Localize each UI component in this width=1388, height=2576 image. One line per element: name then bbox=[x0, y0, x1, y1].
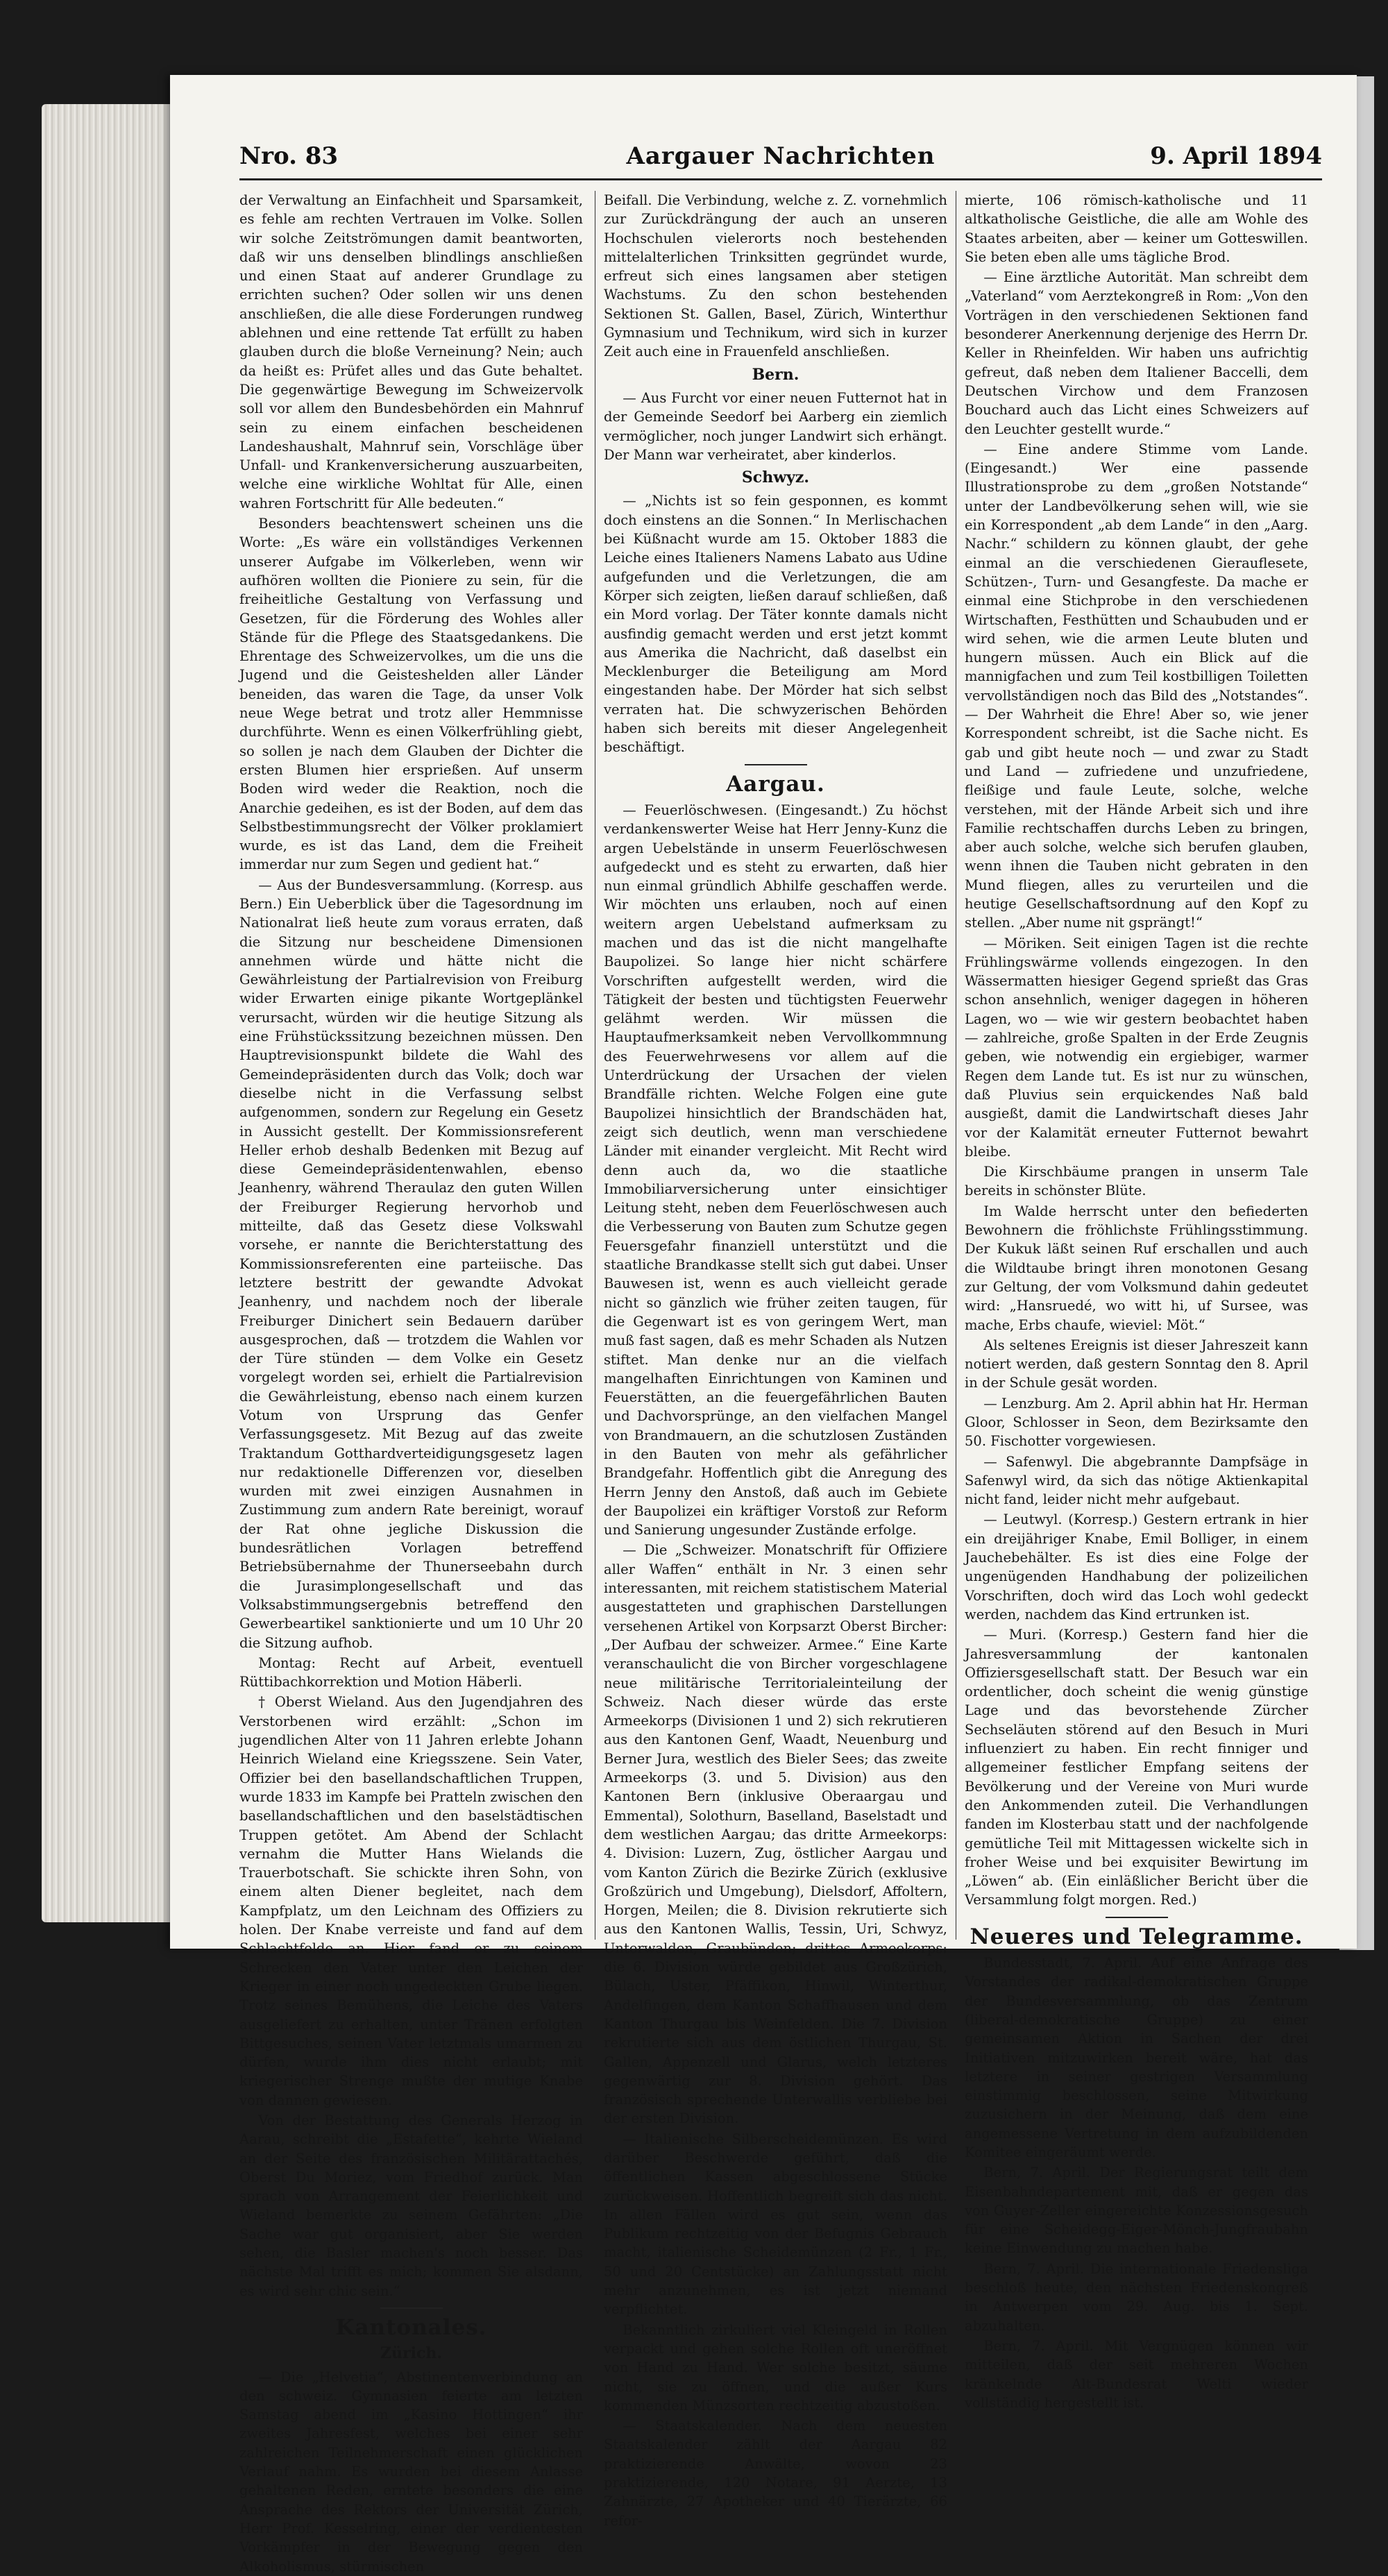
issue-number: Nro. 83 bbox=[239, 142, 339, 170]
article-paragraph: Montag: Recht auf Arbeit, eventuell Rüttibachkorrektion und Motion Häberli. bbox=[239, 1654, 583, 1690]
article-paragraph: — Feuerlöschwesen. (Eingesandt.) Zu höchst verdankenswerter Weise hat Herr Jenny-Kunz die argen Uebelstände in unserm Feuerlöschwesen aufgedeckt und es steht zu erwarten, daß hier nun einmal gründlich Abhilfe geschaffen werde. Wir möchten uns erlauben, noch auf einen weitern argen Uebelstand aufmerksam zu machen und das ist die nicht mangelhafte Baupolizei. So lange hier nicht schärfere Vorschriften aufgestellt werden, wird die Tätigkeit der besten und tüchtigsten Feuerwehr gelähmt werden. Wir müssen die Hauptaufmerksamkeit neben Vervollkommnung des Feuerwehrwesens vor allem auf die Unterdrückung der Ursachen der vielen Brandfälle richten. Welche Folgen eine gute Baupolizei hinsichtlich der Brandschäden hat, zeigt sich deutlich, wenn man verschiedene Länder mit einander vergleicht. Mit Recht wird denn auch da, wo die staatliche Immobiliarversicherung unter einsichtiger Leitung steht, neben dem Feuerlöschwesen auch die Verbesserung von Bauten zum Schutze gegen Feuersgefahr finanziell unterstützt und die staatliche Brandkasse stellt sich gut dabei. Unser Bauwesen ist, wenn es auch vielleicht gerade nicht so gänzlich wie früher zeiten taugen, für die Gegenwart ist es von geringem Wert, man muß fast sagen, daß es mehr Schaden als Nutzen stiftet. Man denke nur an die vielfach mangelhaften Einrichtungen von Kaminen und Feuerstätten, an die feuergefährlichen Bauten und Dachvorsprünge, an den vielfachen Mangel von Brandmauern, an die schutzlosen Zuständen in den Bauten von mehr als gefährlicher Brandgefahr. Hoffentlich gibt die Anregung des Herrn Jenny den Anstoß, daß auch im Gebiete der Baupolizei ein kräftiger Vorstoß zur Reform und Sanierung ungesunder Zustände erfolge. bbox=[604, 802, 947, 1539]
article-paragraph: — Eine andere Stimme vom Lande. (Eingesandt.) Wer eine passende Illustrationsprobe zu dem „großen Notstande“ unter der Landbevölkerung sehen will, wie sie ein Korrespondent „ab dem Lande“ in den „Aarg. Nachr.“ schildern zu können glaubt, der gehe einmal an die verschiedenen Gierauflesete, Schützen-, Turn- und Gesangfeste. Da mache er einmal eine Stichprobe in den verschiedenen Wirtschaften, Festhütten und Schaubuden und er wird sehen, wie die armen Leute bluten und hungern müssen. Auch ein Blick auf die mannigfachen und zum Teil kostbilligen Toiletten vervollständigen noch das Bild des „Notstandes“. — Der Wahrheit die Ehre! Aber so, wie jener Korrespondent schreibt, ist die Sache nicht. Es gab und gibt heute noch — und zwar zu Stadt und Land — zufriedene und unzufriedene, fleißige und faule Leute, solche, welche verstehen, mit der Hände Arbeit sich und ihre Familie rechtschaffen durchs Leben zu bringen, aber auch solche, welche sich berufen glauben, wenn ihnen die Tauben nicht gebraten in den Mund fliegen, alles zu verurteilen und die heutige Gesellschaftsordnung auf den Kopf zu stellen. „Aber nume nit gsprängt!“ bbox=[965, 441, 1308, 931]
article-paragraph: — Die „Helvetia“, Abstinentenverbindung an den schweiz. Gymnasien feierte am letzten Samstag abend im „Kasino Hottingen“ ihr zweites Jahresfest, welches bei einer sehr zahlreichen Teilnehmerschaft einen glücklichen Verlauf nahm. Es wurden bei diesem Anlasse gehaltenen Reden, erntete besonders die eine Ansprache des Rektors der Universität Zürich, Herr Prof. Kesselring, einer der verdientesten Vorkämpfer in der Bewegung gegen den Alkoholismus, stürmischen bbox=[239, 2369, 583, 2575]
column-3 bbox=[965, 191, 1308, 2411]
article-paragraph: — Leutwyl. (Korresp.) Gestern ertrank in hier ein dreijähriger Knabe, Emil Bolliger, in einem Jauchebehälter. Es ist dies eine Folge der ungenügenden Handhabung der polizeilichen Vorschriften, doch wird das Loch wohl gedeckt werden, nachdem das Kind ertrunken ist. bbox=[965, 1511, 1308, 1622]
article-paragraph: — Staatskalender. Nach dem neuesten Staatskalender zählt der Aargau 82 praktizierende Anwälte, wovon 23 praktizierende, 120 Notare, 91 Aerzte, 13 Zahnärzte, 27 Apotheker und 40 Tierärzte, 66 refor- bbox=[604, 2418, 947, 2529]
section-heading: Kantonales. bbox=[335, 2314, 487, 2340]
article-paragraph: Bekanntlich zirkuliert viel Kleingeld in Rollen verpackt und gehen solche Rollen oft uneröffnet von Hand zu Hand. Wer solche besitzt, säume nicht, sie zu öffnen, und die außer Kurs kommenden Münzsorten rechtzeitig abzustoßen. bbox=[604, 2321, 947, 2414]
article-paragraph: — Möriken. Seit einigen Tagen ist die rechte Frühlingswärme vollends eingezogen. In den Wässermatten hiesiger Gegend sprießt das Gras schon ansehnlich, weniger dagegen in höheren Lagen, wo — wie wir gestern beobachtet haben — zahlreiche, große Spalten in der Erde Zeugnis geben, wie notwendig ein ergiebiger, warmer Regen dem Lande tut. Es ist nur zu wünschen, daß Pluvius sein erquickendes Naß bald ausgießt, damit die Landwirtschaft dieses Jahr vor der Kalamität erneuter Futternot bewahrt bleibe. bbox=[965, 935, 1308, 1160]
article-paragraph: Bern, 7. April. Mit Vergnügen können wir mitteilen, daß der seit mehreren Wochen kränkelnde Alt-Bundesrat Welti wieder vollständig hergestellt ist. bbox=[965, 2337, 1308, 2411]
separator-rule bbox=[1106, 1917, 1168, 1918]
newspaper-title: Aargauer Nachrichten bbox=[626, 142, 936, 170]
article-paragraph: Von der Bestattung des Generals Herzog in Aarau, schreibt die „Estafette“, kehrte Wieland an der Seite des französischen Militärattachés, Oberst Du Moriez, vom Friedhof zurück. Man sprach von Arrangement der Feierlichkeit und Wieland bemerkte zu seinem Gefährten: „Die Sache war gut organisiert, aber Sie werden sehen, die Basler machen's noch besser. Das nächste Mal trifft es mich; kommen Sie alsdann, es wird sehr chic sein.“ bbox=[239, 2112, 583, 2299]
article-paragraph: Bundesstadt, 7. April. Auf eine Anfrage des Vorstandes der radikal-demokratischen Gruppe der Bundesversammlung, ob das Zentrum (liberal-demokratische Gruppe) zu einer gemeinsamen Aktion in Sachen der drei Initiativen mitzuwirken bereit wäre, hat das letztere in seiner gestrigen Versammlung einstimmig beschlossen, seine Mitwirkung zuzusichern in der Meinung, daß dem eine angemessene Vertretung in dem aufzubildenden Komitee eingeräumt werde. bbox=[965, 1955, 1308, 2160]
article-paragraph: † Oberst Wieland. Aus den Jugendjahren des Verstorbenen wird erzählt: „Schon im jugendlichen Alter von 11 Jahren erlebte Johann Heinrich Wieland eine Kriegsszene. Sein Vater, Offizier bei den basellandschaftlichen Truppen, wurde 1833 im Kampfe bei Pratteln zwischen den basellandschaftlichen und den baselstädtischen Truppen getötet. Am Abend der Schlacht vernahm die Mutter Hans Wielands die Trauerbotschaft. Sie schickte ihren Sohn, von einem alten Diener begleitet, nach dem Kampfplatz, um den Leichnam des Offiziers zu holen. Der Knabe verreiste und fand auf dem Schlachtfelde an. Hier fand er zu seinem Schrecken den Vater unter den Leichen der Krieger in einer noch ungedeckten Grube liegen. Trotz seines Bemühens, die Leiche des Vaters ausgeliefert zu erhalten, unter Tränen erfolgten Bittgesuches, seinen Vater letztmals umarmen zu dürfen, wurde ihm dies nicht erlaubt; mit kriegerischer Strenge mußte der mutige Knabe von dannen gewiesen. bbox=[239, 1694, 583, 2108]
article-paragraph: Beifall. Die Verbindung, welche z. Z. vornehmlich zur Zurückdrängung der auch an unseren Hochschulen vielerorts noch bestehenden mittelalterlichen Trinksitten gegründet wurde, erfreut sich eines langsamen aber stetigen Wachstums. Zu den schon bestehenden Sektionen St. Gallen, Basel, Zürich, Winterthur Gymnasium und Technikum, wird sich in kurzer Zeit auch eine in Frauenfeld anschließen. bbox=[604, 192, 947, 360]
article-paragraph: Bern, 7. April. Der Regierungsrat teilt dem Eisenbahndepartement mit, daß er gegen das von Guyer-Zeller eingereichte Konzessionsgesuch für eine Scheidegg-Eiger-Mönch-Jungfraubahn keine Einwendung zu machen habe. bbox=[965, 2164, 1308, 2257]
subsection-heading: Schwyz. bbox=[741, 468, 810, 487]
article-paragraph: Als seltenes Ereignis ist dieser Jahreszeit kann notiert werden, daß gestern Sonntag den 8. April in der Schule gesät worden. bbox=[965, 1337, 1308, 1391]
article-paragraph: — Italienische Silberscheidemünzen. Es wird darüber Beschwerde geführt, daß die öffentlichen Kassen abgeschlossene Stücke zurückweisen. Hoffentlich begreift sich das nicht. In allen Fällen wird es gut sein, wenn das Publikum rechtzeitig von der Befugnis Gebrauch macht, italienische Scheidemünzen (2 Fr., 1 Fr., 50 und 20 Centstücke) an Zahlungsstatt nicht mehr anzunehmen, es ist jetzt niemand verpflichtet. bbox=[604, 2130, 947, 2318]
article-paragraph: Im Walde herrscht unter den befiederten Bewohnern die fröhlichste Frühlingsstimmung. Der Kukuk läßt seinen Ruf erschallen und auch die Wildtaube bringt ihren monotonen Gesang zur Geltung, der vom Volksmund dahin gedeutet wird: „Hansruedé, wo witt hi, uf Sursee, was mache, Erbs chaufe, wieviel: Möt.“ bbox=[965, 1203, 1308, 1333]
article-paragraph: — Aus der Bundesversammlung. (Korresp. aus Bern.) Ein Ueberblick über die Tagesordnung im Nationalrat ließ heute zum voraus erraten, daß die Sitzung nur bescheidene Dimensionen annehmen würde und hätte nicht die Gewährleistung der Partialrevision von Freiburg wider Erwarten einige pikante Wortgeplänkel verursacht, würden wir die heutige Sitzung als eine Frühstückssitzung bezeichnen müssen. Den Hauptrevisionspunkt bildete die Wahl des Gemeindepräsidenten durch das Volk; doch war dieselbe nicht in die Verfassung selbst aufgenommen, sondern zur Regelung ein Gesetz in Aussicht gestellt. Der Kommissionsreferent Heller erhob deshalb Bedenken mit Bezug auf diese Gemeindepräsidentenwahlen, ebenso Jeanhenry, während Theraulaz den guten Willen der Freiburger Regierung hervorhob und mitteilte, daß das Gesetz diese Volkswahl vorsehe, er nannte die Berichterstattung des Kommissionsreferenten eine parteiische. Das letztere bestritt der gewandte Advokat Jeanhenry, und nachdem noch der liberale Freiburger Dinichert sein Bedauern darüber ausgesprochen, daß — trotzdem die Wahlen vor der Türe stünden — dem Volke ein Gesetz vorgelegt worden sei, erhielt die Partialrevision die Gewährleistung, ebenso nach einem kurzen Votum von Ursprung das Genfer Verfassungsgesetz. Mit Bezug auf das zweite Traktandum Gotthardverteidigungsgesetz lagen nur redaktionelle Differenzen vor, dieselben wurden mit zwei einzigen Ausnahmen in Zustimmung zum andern Rate bereinigt, worauf der Rat ohne jegliche Diskussion die bundesrätlichen Vorlagen betreffend Betriebsübernahme der Thunerseebahn durch die Jurasimplongesellschaft und das Volksabstimmungsergebnis betreffend den Gewerbeartikel sanktionierte und um 10 Uhr 20 die Sitzung aufhob. bbox=[239, 876, 583, 1651]
article-paragraph: — Lenzburg. Am 2. April abhin hat Hr. Herman Gloor, Schlosser in Seon, dem Bezirksamte den 50. Fischotter vorgewiesen. bbox=[965, 1395, 1308, 1450]
subsection-heading: Zürich. bbox=[380, 2344, 443, 2363]
separator-rule bbox=[745, 764, 807, 765]
issue-date: 9. April 1894 bbox=[1150, 142, 1322, 170]
separator-rule bbox=[380, 2307, 443, 2309]
article-paragraph: — Safenwyl. Die abgebrannte Dampfsäge in Safenwyl wird, da sich das nötige Aktienkapital nicht fand, leider nicht mehr aufgebaut. bbox=[965, 1453, 1308, 1508]
article-paragraph: — Muri. (Korresp.) Gestern fand hier die Jahresversammlung der kantonalen Offiziersgesellschaft statt. Der Besuch war ein ordentlicher, doch scheint die wenig günstige Lage und das bevorstehende Zürcher Sechseläuten störend auf den Besuch in Muri influenziert zu haben. Ein recht finniger und allgemeiner festlicher Empfang seitens der Bevölkerung und der Vereine von Muri wurde den Ankommenden zuteil. Die Verhandlungen fanden im Klosterbau statt und der nachfolgende gemütliche Teil mit Mittagessen wickelte sich in froher Weise und bei exquisiter Bewirtung im „Löwen“ ab. (Ein einläßlicher Bericht über die Versammlung folgt morgen. Red.) bbox=[965, 1627, 1308, 1908]
masthead bbox=[239, 142, 1322, 180]
column-2 bbox=[604, 191, 947, 2529]
subsection-heading: Bern. bbox=[752, 365, 799, 384]
article-paragraph: — Aus Furcht vor einer neuen Futternot hat in der Gemeinde Seedorf bei Aarberg ein ziemlich vermöglicher, noch junger Landwirt sich erhängt. Der Mann war verheiratet, aber kinderlos. bbox=[604, 389, 947, 463]
article-paragraph: — Eine ärztliche Autorität. Man schreibt dem „Vaterland“ vom Aerztekongreß in Rom: „Von den Vorträgen in den verschiedenen Sektionen fand besonderer Anerkennung derjenige des Herrn Dr. Keller in Rheinfelden. Wir haben uns aufrichtig gefreut, daß neben dem Italiener Baccelli, dem Deutschen Virchow und dem Franzosen Bouchard auch das Licht eines Schweizers auf den Leuchter gestellt wurde.“ bbox=[965, 269, 1308, 437]
book-page-edges bbox=[42, 104, 174, 1922]
article-paragraph: Die Kirschbäume prangen in unserm Tale bereits in schönster Blüte. bbox=[965, 1164, 1308, 1199]
article-paragraph: mierte, 106 römisch-katholische und 11 altkatholische Geistliche, die alle am Wohle des Staates arbeiten, aber — keiner um Gotteswillen. Sie beten eben alle ums tägliche Brod. bbox=[965, 192, 1308, 265]
article-paragraph: — „Nichts ist so fein gesponnen, es kommt doch einstens an die Sonnen.“ In Merlischachen bei Küßnacht wurde am 15. Oktober 1883 die Leiche eines Italieners Namens Labato aus Udine aufgefunden und die Verletzungen, die am Körper sich zeigten, ließen darauf schließen, daß ein Mord vorlag. Der Täter konnte damals nicht ausfindig gemacht werden und erst jetzt kommt aus Amerika die Nachricht, daß daselbst ein Mecklenburger die Beteiligung am Mord eingestanden habe. Der Mörder hat sich selbst verraten hat. Die schwyzerischen Behörden haben sich bereits mit dieser Angelegenheit beschäftigt. bbox=[604, 493, 947, 756]
section-heading: Aargau. bbox=[726, 771, 825, 797]
section-heading: Neueres und Telegramme. bbox=[970, 1924, 1303, 1949]
article-paragraph: Besonders beachtenswert scheinen uns die Worte: „Es wäre ein vollständiges Verkennen unserer Aufgabe im Völkerleben, wenn wir aufhören wollten die Pioniere zu sein, für die freiheitliche Gestaltung von Verfassung und Gesetzen, für die Förderung des Wohles aller Stände für die Pflege des Staatsgedankens. Die Ehrentage des Schweizervolkes, um die uns die Jugend und die Geisteshelden aller Länder beneiden, das waren die Tage, da unser Volk neue Wege betrat und trotz aller Hemmnisse durchführte. Wenn es einen Völkerfrühling giebt, so sollen je nach dem Glauben der Dichter die ersten Blumen hier ersprießen. Auf unserm Boden wird weder die Reaktion, noch die Anarchie gedeihen, es ist der Boden, auf dem das Selbstbestimmungsrecht der Völker proklamiert wurde, es ist das Land, dem die Freiheit immerdar nur zum Segen und gedient hat.“ bbox=[239, 516, 583, 873]
article-paragraph: Bern, 7. April. Die internationale Friedensliga beschloß heute, den nächsten Friedenskongreß in Antwerpen vom 29. Aug. bis 1. Sept. abzuhalten. bbox=[965, 2260, 1308, 2334]
article-paragraph: — Die „Schweizer. Monatschrift für Offiziere aller Waffen“ enthält in Nr. 3 einen sehr interessanten, mit reichem statistischem Material ausgestatteten und graphischen Darstellungen versehenen Artikel von Korpsarzt Oberst Bircher: „Der Aufbau der schweizer. Armee.“ Eine Karte veranschaulicht die von Bircher vorgeschlagene neue militärische Territorialeinteilung der Schweiz. Nach dieser würde das erste Armeekorps (Divisionen 1 und 2) sich rekrutieren aus den Kantonen Genf, Waadt, Neuenburg und Berner Jura, westlich des Bieler Sees; das zweite Armeekorps (3. und 5. Division) aus den Kantonen Bern (inklusive Oberaargau und Emmental), Solothurn, Baselland, Baselstadt und dem westlichen Aargau; das dritte Armeekorps: 4. Division: Luzern, Zug, östlicher Aargau und vom Kanton Zürich die Bezirke Zürich (exklusive Großzürich und Umgebung), Dielsdorf, Affoltern, Horgen, Meilen; die 8. Division rekrutierte sich aus den Kantonen Wallis, Tessin, Uri, Schwyz, Unterwalden, Graubünden; drittes Armeekorps: die 6. Division würde gebildet aus Großzürich, Bülach, Uster, Pfäffikon, Hinwil, Winterthur, Andelfingen, dem Kanton Schaffhausen und dem Kanton Thurgau bis Weinfelden. Die 7. Division rekrutierte sich aus dem östlichen Thurgau, St. Gallen, Appenzell und Glarus, welch letzteres gegenwärtig zur 8. Division gehört. Das französisch sprechende Unterwallis verbliebe bei der ersten Division. bbox=[604, 1542, 947, 2127]
column-1 bbox=[239, 191, 583, 2575]
article-paragraph: der Verwaltung an Einfachheit und Sparsamkeit, es fehle am rechten Vertrauen im Volke. Sollen wir solche Zeitströmungen damit beantworten, daß wir uns denselben blindlings anschließen und einen Staat auf anderer Grundlage zu errichten suchen? Oder sollen wir uns denen anschließen, die alle diese Forderungen rundweg ablehnen und eine rettende Tat erfüllt zu haben glauben durch die bloße Verneinung? Nein; auch da heißt es: Prüfet alles und das Gute behaltet. Die gegenwärtige Bewegung im Schweizervolk soll vor allem den Bundesbehörden ein Mahnruf sein zu einem einfachen bescheidenen Landeshaushalt, Mahnruf sein, Vorschläge über Unfall- und Krankenversicherung auszuarbeiten, welche eine wirkliche Wohltat für Alle, einen wahren Fortschritt für Alle bedeuten.“ bbox=[239, 192, 583, 511]
